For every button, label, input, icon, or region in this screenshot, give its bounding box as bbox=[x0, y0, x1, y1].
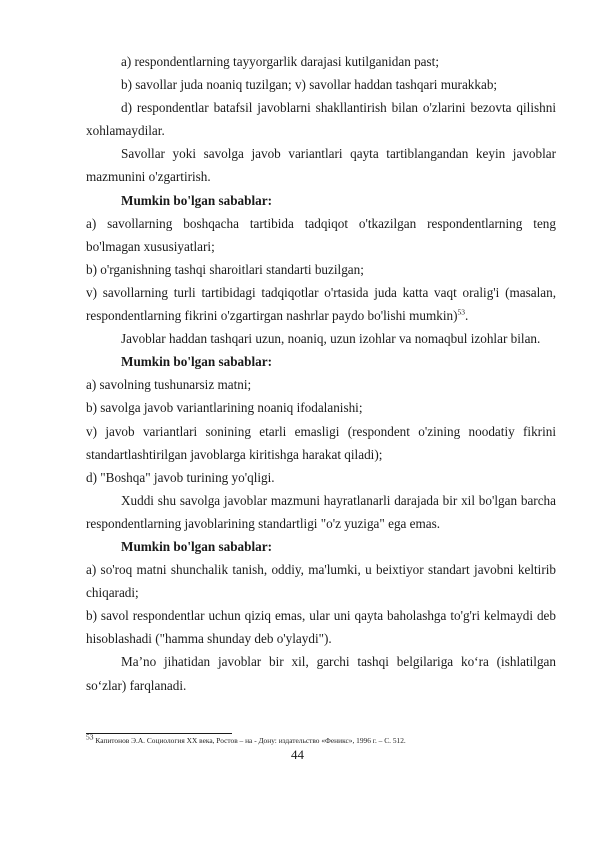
list-item: a) savolning tushunarsiz matni; bbox=[86, 377, 252, 393]
list-item: v) javob variantlari sonining etarli emasligi (respondent o'zining noodatiy fikrini standartlashtirilgan javoblarga kiritishga harakat qiladi); bbox=[86, 423, 556, 462]
list-item: a) savollarning boshqacha tartibida tadqiqot o'tkazilgan respondentlarning teng bo'lmagan xususiyatlari; bbox=[86, 215, 556, 254]
paragraph: a) respondentlarning tayyorgarlik darajasi kutilganidan past; bbox=[121, 54, 439, 69]
footnote-text: Капитонов Э.А. Социология XX века, Ростов – на - Дону: издательство «Феникс», 1996 г. – С. 512. bbox=[95, 736, 406, 745]
section-heading: Mumkin bo'lgan sabablar: bbox=[121, 192, 272, 208]
paragraph: Xuddi shu savolga javoblar mazmuni hayratlanarli darajada bir xil bo'lgan barcha respondentlarning javoblarining standartligi "o'z yuziga" ega emas. bbox=[86, 492, 556, 531]
section-heading: Mumkin bo'lgan sabablar: bbox=[121, 354, 272, 370]
list-item: a) so'roq matni shunchalik tanish, oddiy, ma'lumki, u beixtiyor standart javobni keltirib chiqaradi; bbox=[86, 562, 556, 601]
paragraph: Javoblar haddan tashqari uzun, noaniq, uzun izohlar va nomaqbul izohlar bilan. bbox=[121, 331, 541, 347]
footnote bbox=[86, 732, 556, 746]
list-item: b) savol respondentlar uchun qiziq emas, ular uni qayta baholashga to'g'ri kelmaydi deb hisoblashadi ("hamma shunday deb o'ylaydi"). bbox=[86, 608, 556, 647]
list-item-text: v) savollarning turli tartibidagi tadqiqotlar o'rtasida juda katta vaqt oralig'i (masalan, respondentlarning fikrini o'zgartirgan nashrlar paydo bo'lishi mumkin) bbox=[86, 284, 556, 324]
list-item: b) savolga javob variantlarining noaniq ifodalanishi; bbox=[86, 400, 363, 416]
page-body bbox=[86, 50, 556, 697]
footnote-divider bbox=[86, 733, 232, 734]
paragraph: Ma’no jihatidan javoblar bir xil, garchi tashqi belgilariga ko‘ra (ishlatilgan so‘zlar) farqlanadi. bbox=[86, 654, 556, 693]
list-item: d) "Boshqa" javob turining yo'qligi. bbox=[86, 469, 275, 485]
list-item: b) o'rganishning tashqi sharoitlari standarti buzilgan; bbox=[86, 261, 364, 277]
paragraph: Savollar yoki savolga javob variantlari qayta tartiblangandan keyin javoblar mazmunini o'zgartirish. bbox=[86, 146, 556, 185]
list-item-tail: . bbox=[464, 308, 469, 324]
footnote-number: 53 bbox=[86, 732, 94, 742]
page-number: 44 bbox=[291, 747, 304, 762]
list-item bbox=[86, 281, 556, 327]
footnote-ref: 53 bbox=[457, 307, 465, 317]
paragraph: d) respondentlar batafsil javoblarni shakllantirish bilan o'zlarini bezovta qilishni xohlamaydilar. bbox=[86, 100, 556, 139]
section-heading: Mumkin bo'lgan sabablar: bbox=[121, 538, 272, 554]
paragraph: b) savollar juda noaniq tuzilgan; v) savollar haddan tashqari murakkab; bbox=[121, 77, 498, 93]
